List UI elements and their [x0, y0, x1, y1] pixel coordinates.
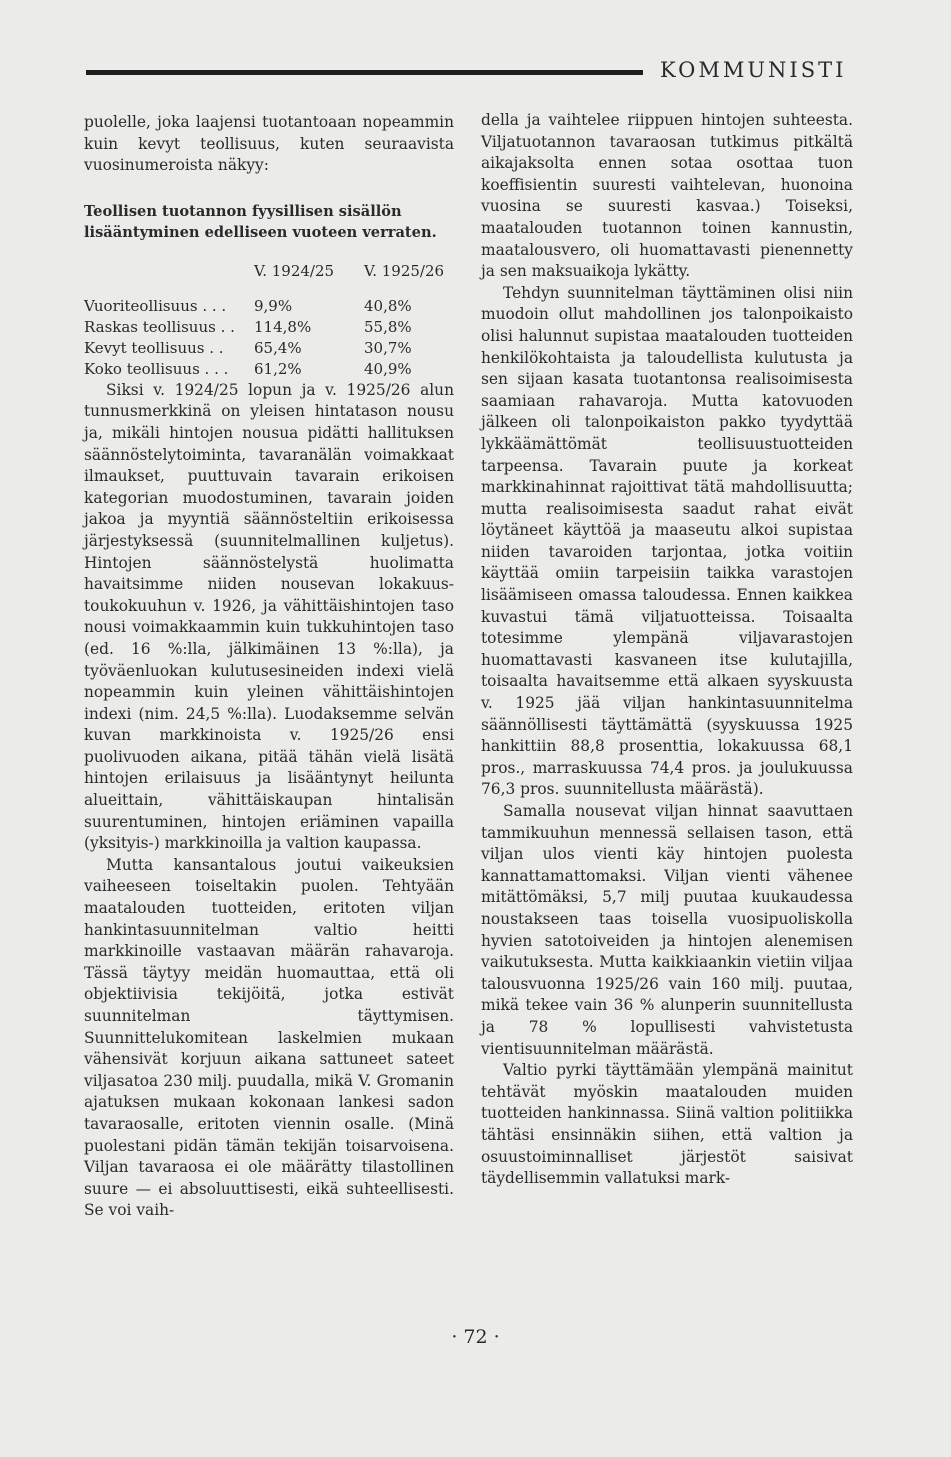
journal-title: KOMMUNISTI	[660, 58, 847, 82]
table-caption: Teollisen tuotannon fyysillisen sisällön lisääntyminen edelliseen vuoteen verraten.	[84, 202, 437, 241]
body-paragraph: Mutta kansantalous joutui vaikeuksien vaiheeseen toiseltakin puolen. Tehtyään maatalouden tuotteiden, eritoten viljan hankintasuunnitelman valtio heitti markkinoille vastaavan määrän rahavaroja. Tässä täytyy meidän huomauttaa, että oli objektiivisia tekijöitä, jotka estivät suunnitelman täyttymisen. Suunnittelukomitean laskelmien mukaan vähensivät korjuun aikana sattuneet sateet viljasatoa 230 milj. puudalla, mikä V. Gromanin ajatuksen mukaan kokonaan lankesi sadon tavaraosalle, eritoten viennin osalle. (Minä puolestani pidän tämän tekijän toisarvoisena. Viljan tavaraosa ei ole määrätty tilastollinen suure — ei absoluuttisesti, eikä suhteellisesti. Se voi vaih-	[84, 855, 454, 1220]
table-header: V. 1925/26	[364, 261, 445, 280]
table-cell: 65,4%	[254, 338, 302, 357]
table-cell-label: Raskas teollisuus . .	[84, 317, 235, 336]
table-cell: 40,8%	[364, 296, 412, 315]
table-cell-label: Vuoriteollisuus . . .	[84, 296, 227, 315]
body-paragraph: della ja vaihtelee riippuen hintojen suhteesta. Viljatuotannon tavaraosan tutkimus pitkältä aikajaksolta ennen sotaa osottaa tuon koeffisientin suuresti vaihtelevan, huonoina vuosina se suuresti kasvaa.) Toiseksi, maatalouden tuotannon toinen kannustin, maatalousvero, oli huomattavasti pienennetty ja sen maksuaikoja lykätty.	[481, 111, 853, 281]
body-paragraph: Valtio pyrki täyttämään ylempänä mainitut tehtävät myöskin maatalouden muiden tuotteiden hankinnassa. Siinä valtion politiikka tähtäsi ensinnäkin siihen, että valtion ja osuustoiminnalliset järjestöt saisivat täydellisemmin vallatuksi mark-	[481, 1061, 853, 1188]
page-number: · 72 ·	[451, 1326, 500, 1348]
table-cell: 55,8%	[364, 317, 412, 336]
body-paragraph: Siksi v. 1924/25 lopun ja v. 1925/26 alun tunnusmerkkinä on yleisen hintatason nousu ja, mikäli hintojen nousua pidätti hallituksen säännöstelytoiminta, tavaranälän voimakkaat ilmaukset, puuttuvain tavarain erikoisen kategorian muodostuminen, tavarain joiden jakoa ja myyntiä säännösteltiin erikoisessa järjestyksessä (suunnitelmallinen kuljetus). Hintojen säännöstelystä huolimatta havaitsimme niiden nousevan lokakuus- toukokuuhun v. 1926, ja vähittäishintojen taso nousi voimakkaammin kuin tukkuhintojen taso (ed. 16 %:lla, jälkimäinen 13 %:lla), ja työväenluokan kulutusesineiden indexi vielä nopeammin kuin yleinen vähittäishintojen indexi (nim. 24,5 %:lla). Luodaksemme selvän kuvan markkinoista v. 1925/26 ensi puolivuoden aikana, pitää tähän vielä lisätä hintojen erilaisuus ja lisääntynyt heilunta alueittain, vähittäiskaupan hintalisän suurentuminen, hintojen eriäminen vapailla (yksityis-) markkinoilla ja valtion kaupassa.	[84, 380, 454, 853]
table-cell: 30,7%	[364, 338, 412, 357]
table-cell: 114,8%	[254, 317, 312, 336]
table-cell: 61,2%	[254, 359, 302, 378]
left-column	[84, 112, 454, 1222]
intro-paragraph: puolelle, joka laajensi tuotantoaan nopeammin kuin kevyt teollisuus, kuten seuraavista vuosinumeroista näkyy:	[84, 113, 454, 175]
table-header-row	[84, 261, 454, 296]
table-header	[84, 261, 254, 296]
body-paragraph: Samalla nousevat viljan hinnat saavuttaen tammikuuhun mennessä sellaisen tason, että viljan ulos vienti käy hintojen puolesta kannattamattomaksi. Viljan vienti vähenee mitättömäksi, 5,7 milj puutaa kuukaudessa noustakseen taas toisella vuosipuoliskolla hyvien satotoiveiden ja hintojen alenemisen vaikutuksesta. Mutta kaikkiaankin vietiin viljaa talousvuonna 1925/26 vain 160 milj. puutaa, mikä tekee vain 36 % alunperin suunnitellusta ja 78 % lopullisesti vahvistetusta vientisuunnitelman määrästä.	[481, 802, 853, 1058]
table-header: V. 1924/25	[254, 261, 335, 280]
table-cell-label: Koko teollisuus . . .	[84, 359, 229, 378]
table-row	[84, 359, 454, 380]
table-row	[84, 317, 454, 338]
table-cell: 9,9%	[254, 296, 293, 315]
body-paragraph: Tehdyn suunnitelman täyttäminen olisi niin muodoin ollut mahdollinen jos talonpoikaisto olisi halunnut supistaa maatalouden tuotteiden henkilökohtaista ja taloudellista kulutusta ja sen sijaan kasata tuotantonsa realisoimisesta saamiaan rahavaroja. Mutta katovuoden jälkeen oli talonpoikaiston pakko tyydyttää lykkäämättömät teollisuustuotteiden tarpeensa. Tavarain puute ja korkeat markkinahinnat rajoittivat tätä mahdollisuutta; mutta realisoimisesta saadut rahat eivät löytäneet käyttöä ja maaseutu alkoi supistaa niiden tavaroiden tarjontaa, jotka voitiin käyttää omiin tarpeisiin taikka varastojen lisäämiseen omassa taloudessa. Ennen kaikkea kuvastui tämä viljatuotteissa. Toisaalta totesimme ylempänä viljavarastojen huomattavasti kasvaneen itse kulutajilla, toisaalta havaitsemme että alkaen syyskuusta v. 1925 jää viljan hankintasuunnitelma säännöllisesti täyttämättä (syyskuussa 1925 hankittiin 88,8 prosenttia, lokakuussa 68,1 pros., marraskuussa 74,4 pros. ja joulukuussa 76,3 pros. suunnitellusta määrästä).	[481, 283, 853, 799]
table-row	[84, 296, 454, 317]
right-column	[481, 110, 853, 1190]
header-rule	[86, 70, 643, 75]
table-cell-label: Kevyt teollisuus . .	[84, 338, 224, 357]
statistics-table	[84, 261, 454, 380]
table-row	[84, 338, 454, 359]
table-cell: 40,9%	[364, 359, 412, 378]
